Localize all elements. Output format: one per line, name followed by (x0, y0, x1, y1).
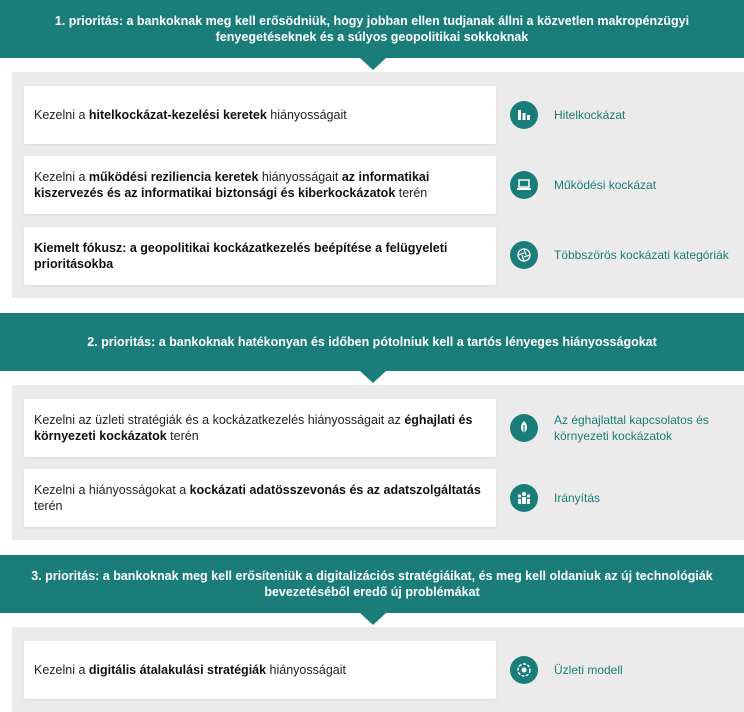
priority-2-item-1-card (24, 399, 496, 457)
priority-1-item-3-risk (510, 241, 734, 269)
item-text-plain: Kezelni a (34, 663, 89, 677)
item-text (34, 412, 486, 444)
item-text (34, 662, 346, 678)
priority-2-header (0, 313, 744, 371)
priority-1-item-2-card (24, 156, 496, 214)
item-text (34, 240, 486, 272)
item-text-plain: Kezelni az üzleti stratégiák és a kockázatkezelés hiányosságait az (34, 413, 405, 427)
item-text-plain: hiányosságait (258, 170, 342, 184)
item-text-plain: Kezelni a (34, 108, 89, 122)
item-text-bold: Kiemelt fókusz: a geopolitikai kockázatkezelés beépítése a felügyeleti prioritásokba (34, 241, 448, 271)
item-text-plain: terén (34, 499, 63, 513)
risk-label: Működési kockázat (554, 178, 657, 192)
risk-label: Üzleti modell (554, 663, 623, 677)
item-text-plain: hiányosságait (266, 108, 347, 122)
priority-3-title: 3. prioritás: a bankoknak meg kell erősíteniük a digitalizációs stratégiáikat, és meg kell oldaniuk az új technológiák bevezetéséből eredő új problémákat (31, 569, 713, 599)
item-text-bold: hitelkockázat-kezelési keretek (88, 108, 267, 122)
bar-chart-icon (510, 101, 538, 129)
item-text-plain: Kezelni a (34, 170, 89, 184)
priority-2-item-1-risk (510, 412, 734, 444)
risk-label: Többszörös kockázati kategóriák (554, 248, 729, 262)
item-text-plain: terén (395, 186, 428, 200)
priority-1-title: 1. prioritás: a bankoknak meg kell erősödniük, hogy jobban ellen tudjanak állni a közvetlen makropénzügyi fenyegetéseknek és a súlyos geopolitikai sokkoknak (54, 14, 690, 44)
priority-2-item-2-risk (510, 484, 734, 512)
item-text-bold: az informatikai kiszervezés és az informatikai biztonsági és kiberkockázatok (34, 170, 430, 200)
risk-label: Irányítás (554, 491, 601, 505)
risk-label: Az éghajlattal kapcsolatos és környezeti kockázatok (554, 413, 709, 443)
priority-1-item-1-risk (510, 101, 734, 129)
priority-3-arrow (360, 613, 386, 625)
priority-2-title: 2. prioritás: a bankoknak hatékonyan és időben pótolniuk kell a tartós lényeges hiányosságokat (87, 335, 657, 349)
item-text-bold: éghajlati és környezeti kockázatok (34, 413, 473, 443)
item-text (34, 169, 486, 201)
priority-3-header (0, 555, 744, 613)
laptop-icon (510, 171, 538, 199)
priority-1-arrow (360, 58, 386, 70)
item-text-bold: digitális átalakulási stratégiák (88, 663, 267, 677)
aperture-icon (510, 241, 538, 269)
priority-1-header (0, 0, 744, 58)
risk-label: Hitelkockázat (554, 108, 626, 122)
item-text-plain: Kezelni a hiányosságokat a (34, 483, 190, 497)
priority-2-arrow (360, 371, 386, 383)
priority-1-item-3-card (24, 227, 496, 285)
priority-2-item-2-card (24, 469, 496, 527)
leaf-icon (510, 414, 538, 442)
target-icon (510, 656, 538, 684)
item-text-plain: terén (166, 429, 199, 443)
priority-3-item-1-risk (510, 656, 734, 684)
item-text-bold: kockázati adatösszevonás és az adatszolgáltatás (189, 483, 481, 497)
item-text-bold: működési reziliencia keretek (88, 170, 259, 184)
people-icon (510, 484, 538, 512)
item-text (34, 482, 486, 514)
item-text (34, 107, 347, 123)
priority-3-item-1-card (24, 641, 496, 699)
item-text-plain: hiányosságait (266, 663, 346, 677)
priority-1-item-1-card (24, 86, 496, 144)
priority-1-item-2-risk (510, 171, 734, 199)
